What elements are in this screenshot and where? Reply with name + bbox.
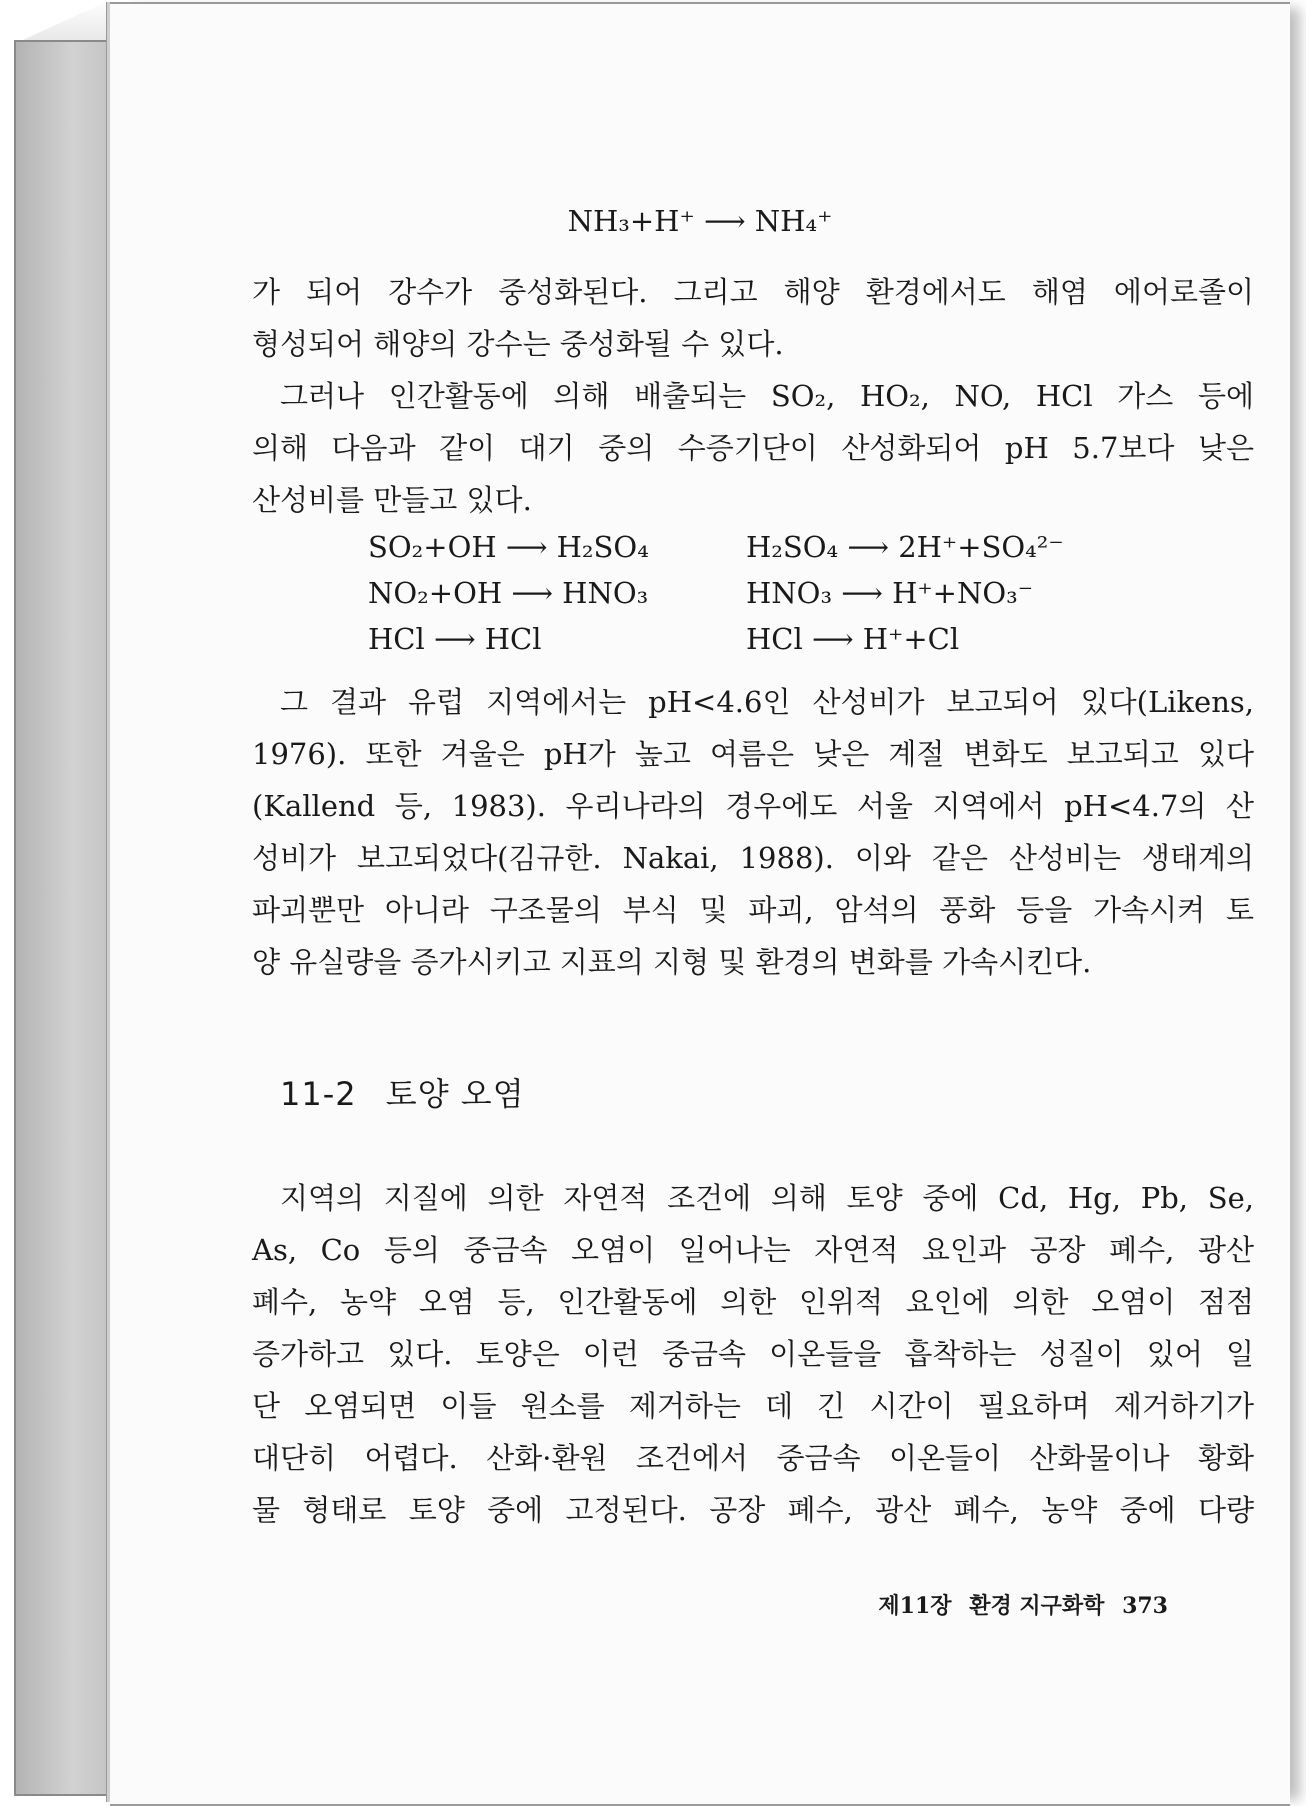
reaction-row [368,570,1088,616]
text-line: 의해 다음과 같이 대기 중의 수증기단이 산성화되어 pH 5.7보다 낮은 [252,431,1254,465]
text-line: 1976). 또한 겨울은 pH가 높고 여름은 낮은 계절 변화도 보고되고 있다 [252,737,1254,771]
footer-title: 환경 지구화학 [969,1593,1105,1619]
reaction-right: H₂SO₄ ⟶ 2H⁺+SO₄²⁻ [746,530,1064,564]
text-line: 지역의 지질에 의한 자연적 조건에 의해 토양 중에 Cd, Hg, Pb, Se, [280,1181,1254,1215]
reaction-left: HCl ⟶ HCl [368,622,542,656]
book-spine [14,40,110,1796]
text-line: 성비가 보고되었다(김규한. Nakai, 1988). 이와 같은 산성비는 생태계의 [252,841,1254,875]
text-line: 대단히 어렵다. 산화·환원 조건에서 중금속 이온들이 산화물이나 황화 [252,1441,1254,1475]
reaction-right: HNO₃ ⟶ H⁺+NO₃⁻ [746,576,1034,610]
text-line: As, Co 등의 중금속 오염이 일어나는 자연적 요인과 공장 폐수, 광산 [252,1233,1254,1267]
text-line: 산성비를 만들고 있다. [252,483,532,517]
reaction-equations [368,524,1088,662]
reaction-left: SO₂+OH ⟶ H₂SO₄ [368,530,649,564]
reaction-right: HCl ⟶ H⁺+Cl [746,622,960,656]
section-heading [280,1069,543,1115]
text-line: 폐수, 농약 오염 등, 인간활동에 의한 인위적 요인에 의한 오염이 점점 [252,1285,1254,1319]
page-footer [868,1589,1168,1620]
text-line: 형성되어 해양의 강수는 중성화될 수 있다. [252,327,784,361]
text-line: 그러나 인간활동에 의해 배출되는 SO₂, HO₂, NO, HCl 가스 등에 [280,379,1254,413]
text-line: 그 결과 유럽 지역에서는 pH<4.6인 산성비가 보고되어 있다(Likens, [280,685,1254,719]
reaction-row [368,616,1088,662]
section-number: 11-2 [280,1075,357,1113]
paragraph-acid-gases [252,370,1254,526]
page-number: 373 [1122,1593,1168,1619]
text-line: 물 형태로 토양 중에 고정된다. 공장 폐수, 광산 폐수, 농약 중에 다량 [252,1493,1254,1527]
text-line: 가 되어 강수가 중성화된다. 그리고 해양 환경에서도 해염 에어로졸이 [252,275,1254,309]
paragraph-soil-pollution [252,1172,1254,1536]
footer-chapter: 제11장 [878,1593,952,1619]
section-title: 토양 오염 [385,1075,525,1113]
book-top-bevel [14,0,110,44]
reaction-row [368,524,1088,570]
text-line: 양 유실량을 증가시키고 지표의 지형 및 환경의 변화를 가속시킨다. [252,945,1092,979]
equation-ammonia: NH₃+H⁺ ⟶ NH₄⁺ [567,204,833,238]
text-line: 증가하고 있다. 토양은 이런 중금속 이온들을 흡착하는 성질이 있어 일 [252,1337,1254,1371]
text-line: (Kallend 등, 1983). 우리나라의 경우에도 서울 지역에서 pH<4.7의 산 [252,789,1254,823]
text-line: 파괴뿐만 아니라 구조물의 부식 및 파괴, 암석의 풍화 등을 가속시켜 토 [252,893,1254,927]
paragraph-acid-rain-reports [252,676,1254,988]
book-page [110,2,1290,1806]
reaction-left: NO₂+OH ⟶ HNO₃ [368,576,649,610]
paragraph-neutralization [252,266,1254,370]
text-line: 단 오염되면 이들 원소를 제거하는 데 긴 시간이 필요하며 제거하기가 [252,1389,1254,1423]
